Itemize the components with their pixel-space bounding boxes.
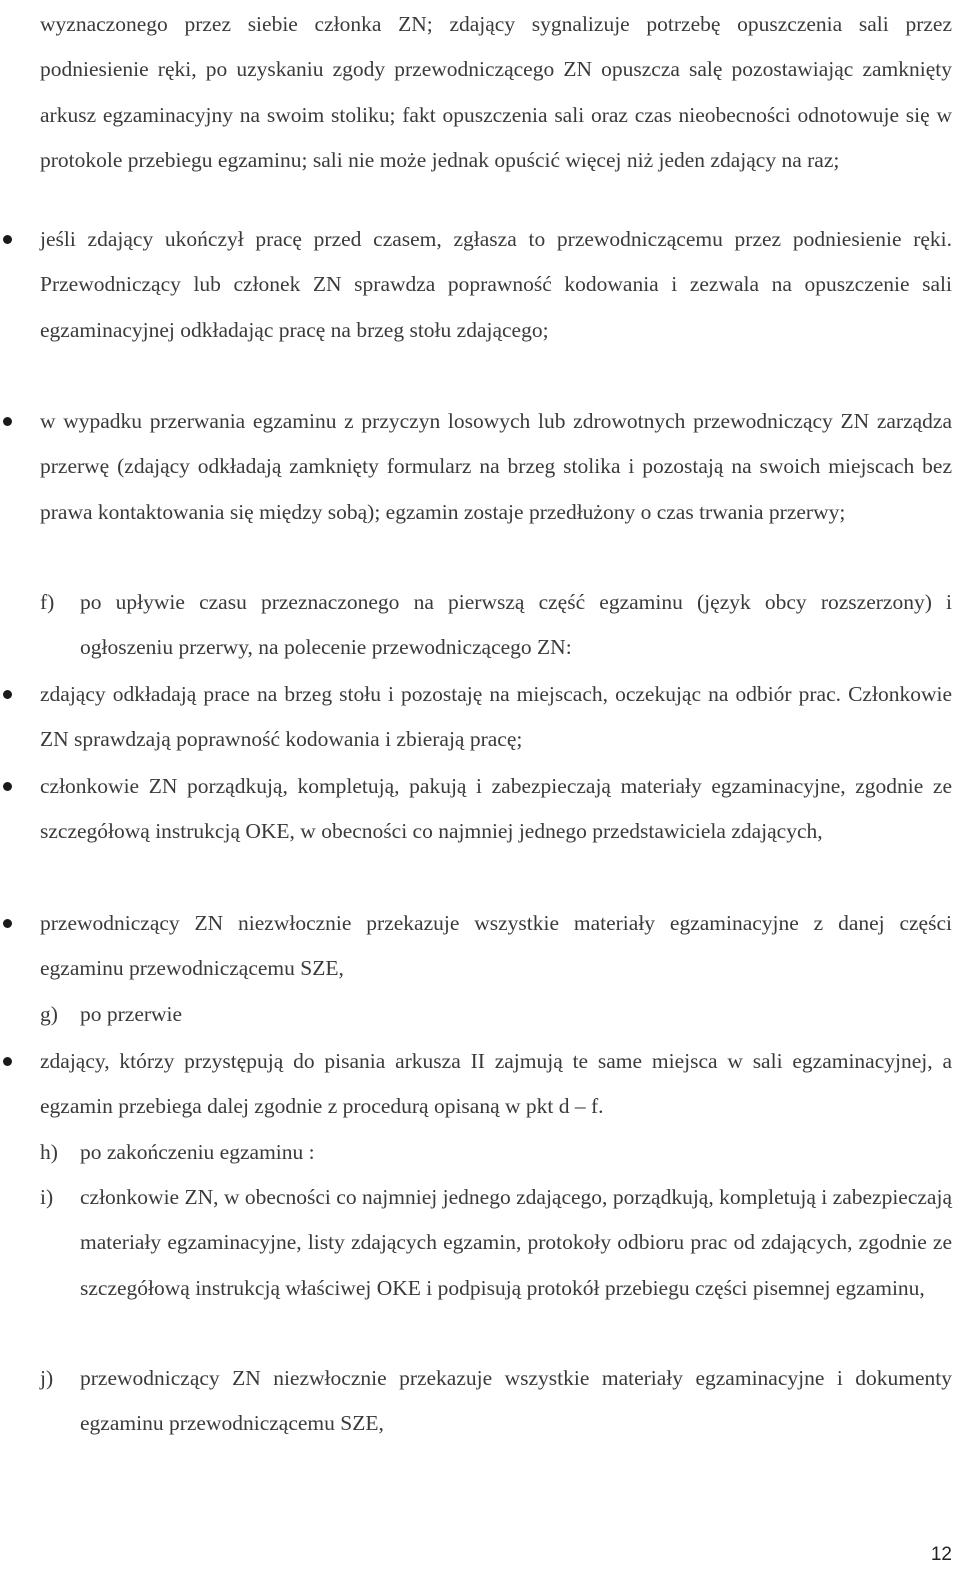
bullet-text: członkowie ZN porządkują, kompletują, pakują i zabezpieczają materiały egzaminacyjne, zgodnie ze szczegółową instrukcją OKE, w obecności co najmniej jednego przedstawiciela zdających, (40, 774, 952, 844)
bullet-text: jeśli zdający ukończył pracę przed czasem, zgłasza to przewodniczącemu przez podniesienie ręki. Przewodniczący lub członek ZN sprawdza poprawność kodowania i zezwala na opuszczenie sali egzaminacyjnej odkładając pracę na brzeg stołu zdającego; (40, 227, 952, 342)
section-marker: f) (40, 590, 55, 614)
bullet-text: zdający odkładają prace na brzeg stołu i pozostaję na miejscach, oczekując na odbiór prac. Członkowie ZN sprawdzają poprawność kodowania i zbierają pracę; (40, 682, 952, 752)
section-text: członkowie ZN, w obecności co najmniej jednego zdającego, porządkują, kompletują i zabezpieczają materiały egzaminacyjne, listy zdających egzamin, protokoły odbioru prac od zdających, zgodnie ze szczegółową instrukcją właściwej OKE i podpisują protokół przebiegu części pisemnej egzaminu, (80, 1185, 952, 1300)
section-marker: i) (40, 1185, 54, 1209)
bullet-text: zdający, którzy przystępują do pisania arkusza II zajmują te same miejsca w sali egzaminacyjnej, a egzamin przebiega dalej zgodnie z procedurą opisaną w pkt d – f. (40, 1049, 952, 1119)
section-marker: h) (40, 1140, 58, 1164)
bullet-dot-icon (3, 1057, 12, 1066)
bullet-text: przewodniczący ZN niezwłocznie przekazuje wszystkie materiały egzaminacyjne z danej części egzaminu przewodniczącemu SZE, (40, 911, 952, 981)
bullet-text: w wypadku przerwania egzaminu z przyczyn losowych lub zdrowotnych przewodniczący ZN zarządza przerwę (zdający odkładają zamknięty formularz na brzeg stolika i pozostają na swoich miejscach bez prawa kontaktowania się między sobą); egzamin zostaje przedłużony o czas trwania przerwy; (40, 409, 952, 524)
bullet-dot-icon (3, 417, 12, 426)
bullet-dot-icon (3, 690, 12, 699)
bullet-dot-icon (3, 782, 12, 791)
page-number: 12 (930, 1544, 952, 1565)
section-text: po upływie czasu przeznaczonego na pierwszą część egzaminu (język obcy rozszerzony) i ogłoszeniu przerwy, na polecenie przewodniczącego ZN: (80, 590, 952, 660)
paragraph-text: wyznaczonego przez siebie członka ZN; zdający sygnalizuje potrzebę opuszczenia sali przez podniesienie ręki, po uzyskaniu zgody przewodniczącego ZN opuszcza salę pozostawiając zamknięty arkusz egzaminacyjny na swoim stoliku; fakt opuszczenia sali oraz czas nieobecności odnotowuje się w protokole przebiegu egzaminu; sali nie może jednak opuścić więcej niż jeden zdający na raz; (40, 12, 952, 172)
section-text: po przerwie (80, 1002, 183, 1026)
bullet-dot-icon (3, 919, 12, 928)
section-marker: g) (40, 1002, 58, 1026)
section-marker: j) (40, 1366, 54, 1390)
bullet-dot-icon (3, 235, 12, 244)
section-text: po zakończeniu egzaminu : (80, 1140, 315, 1164)
section-text: przewodniczący ZN niezwłocznie przekazuje wszystkie materiały egzaminacyjne i dokumenty egzaminu przewodniczącemu SZE, (80, 1366, 952, 1436)
